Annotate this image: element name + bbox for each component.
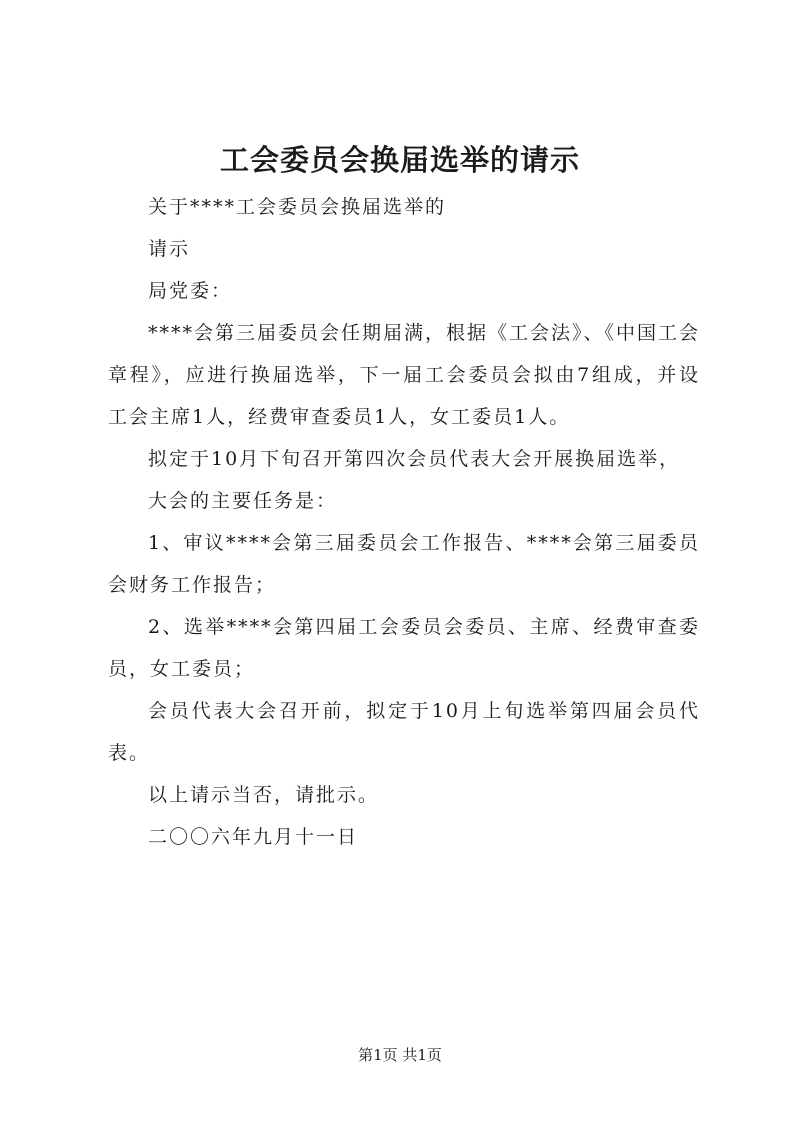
body-paragraph: 大会的主要任务是：	[148, 490, 338, 512]
document-body	[108, 186, 700, 858]
task-item-2: 2、选举****会第四届工会委员会委员、主席、经费审查委员，女工委员；	[108, 616, 700, 680]
salutation: 局党委：	[148, 280, 233, 302]
body-paragraph: 拟定于10月下旬召开第四次会员代表大会开展换届选举，	[148, 448, 681, 470]
body-paragraph: 会员代表大会召开前，拟定于10月上旬选举第四届会员代表。	[108, 700, 700, 764]
document-date: 二〇〇六年九月十一日	[148, 826, 359, 848]
subject-line-1: 关于****工会委员会换届选举的	[148, 196, 447, 218]
body-paragraph: ****会第三届委员会任期届满，根据《工会法》、《中国工会章程》，应进行换届选举，下一届工会委员会拟由7组成，并设工会主席1人，经费审查委员1人，女工委员1人。	[108, 322, 701, 428]
task-item-1: 1、审议****会第三届委员会工作报告、****会第三届委员会财务工作报告；	[108, 532, 700, 596]
subject-line-2: 请示	[148, 238, 191, 260]
page-footer: 第1页 共1页	[358, 1046, 442, 1064]
closing-line: 以上请示当否，请批示。	[148, 784, 380, 806]
document-title: 工会委员会换届选举的请示	[219, 143, 580, 177]
